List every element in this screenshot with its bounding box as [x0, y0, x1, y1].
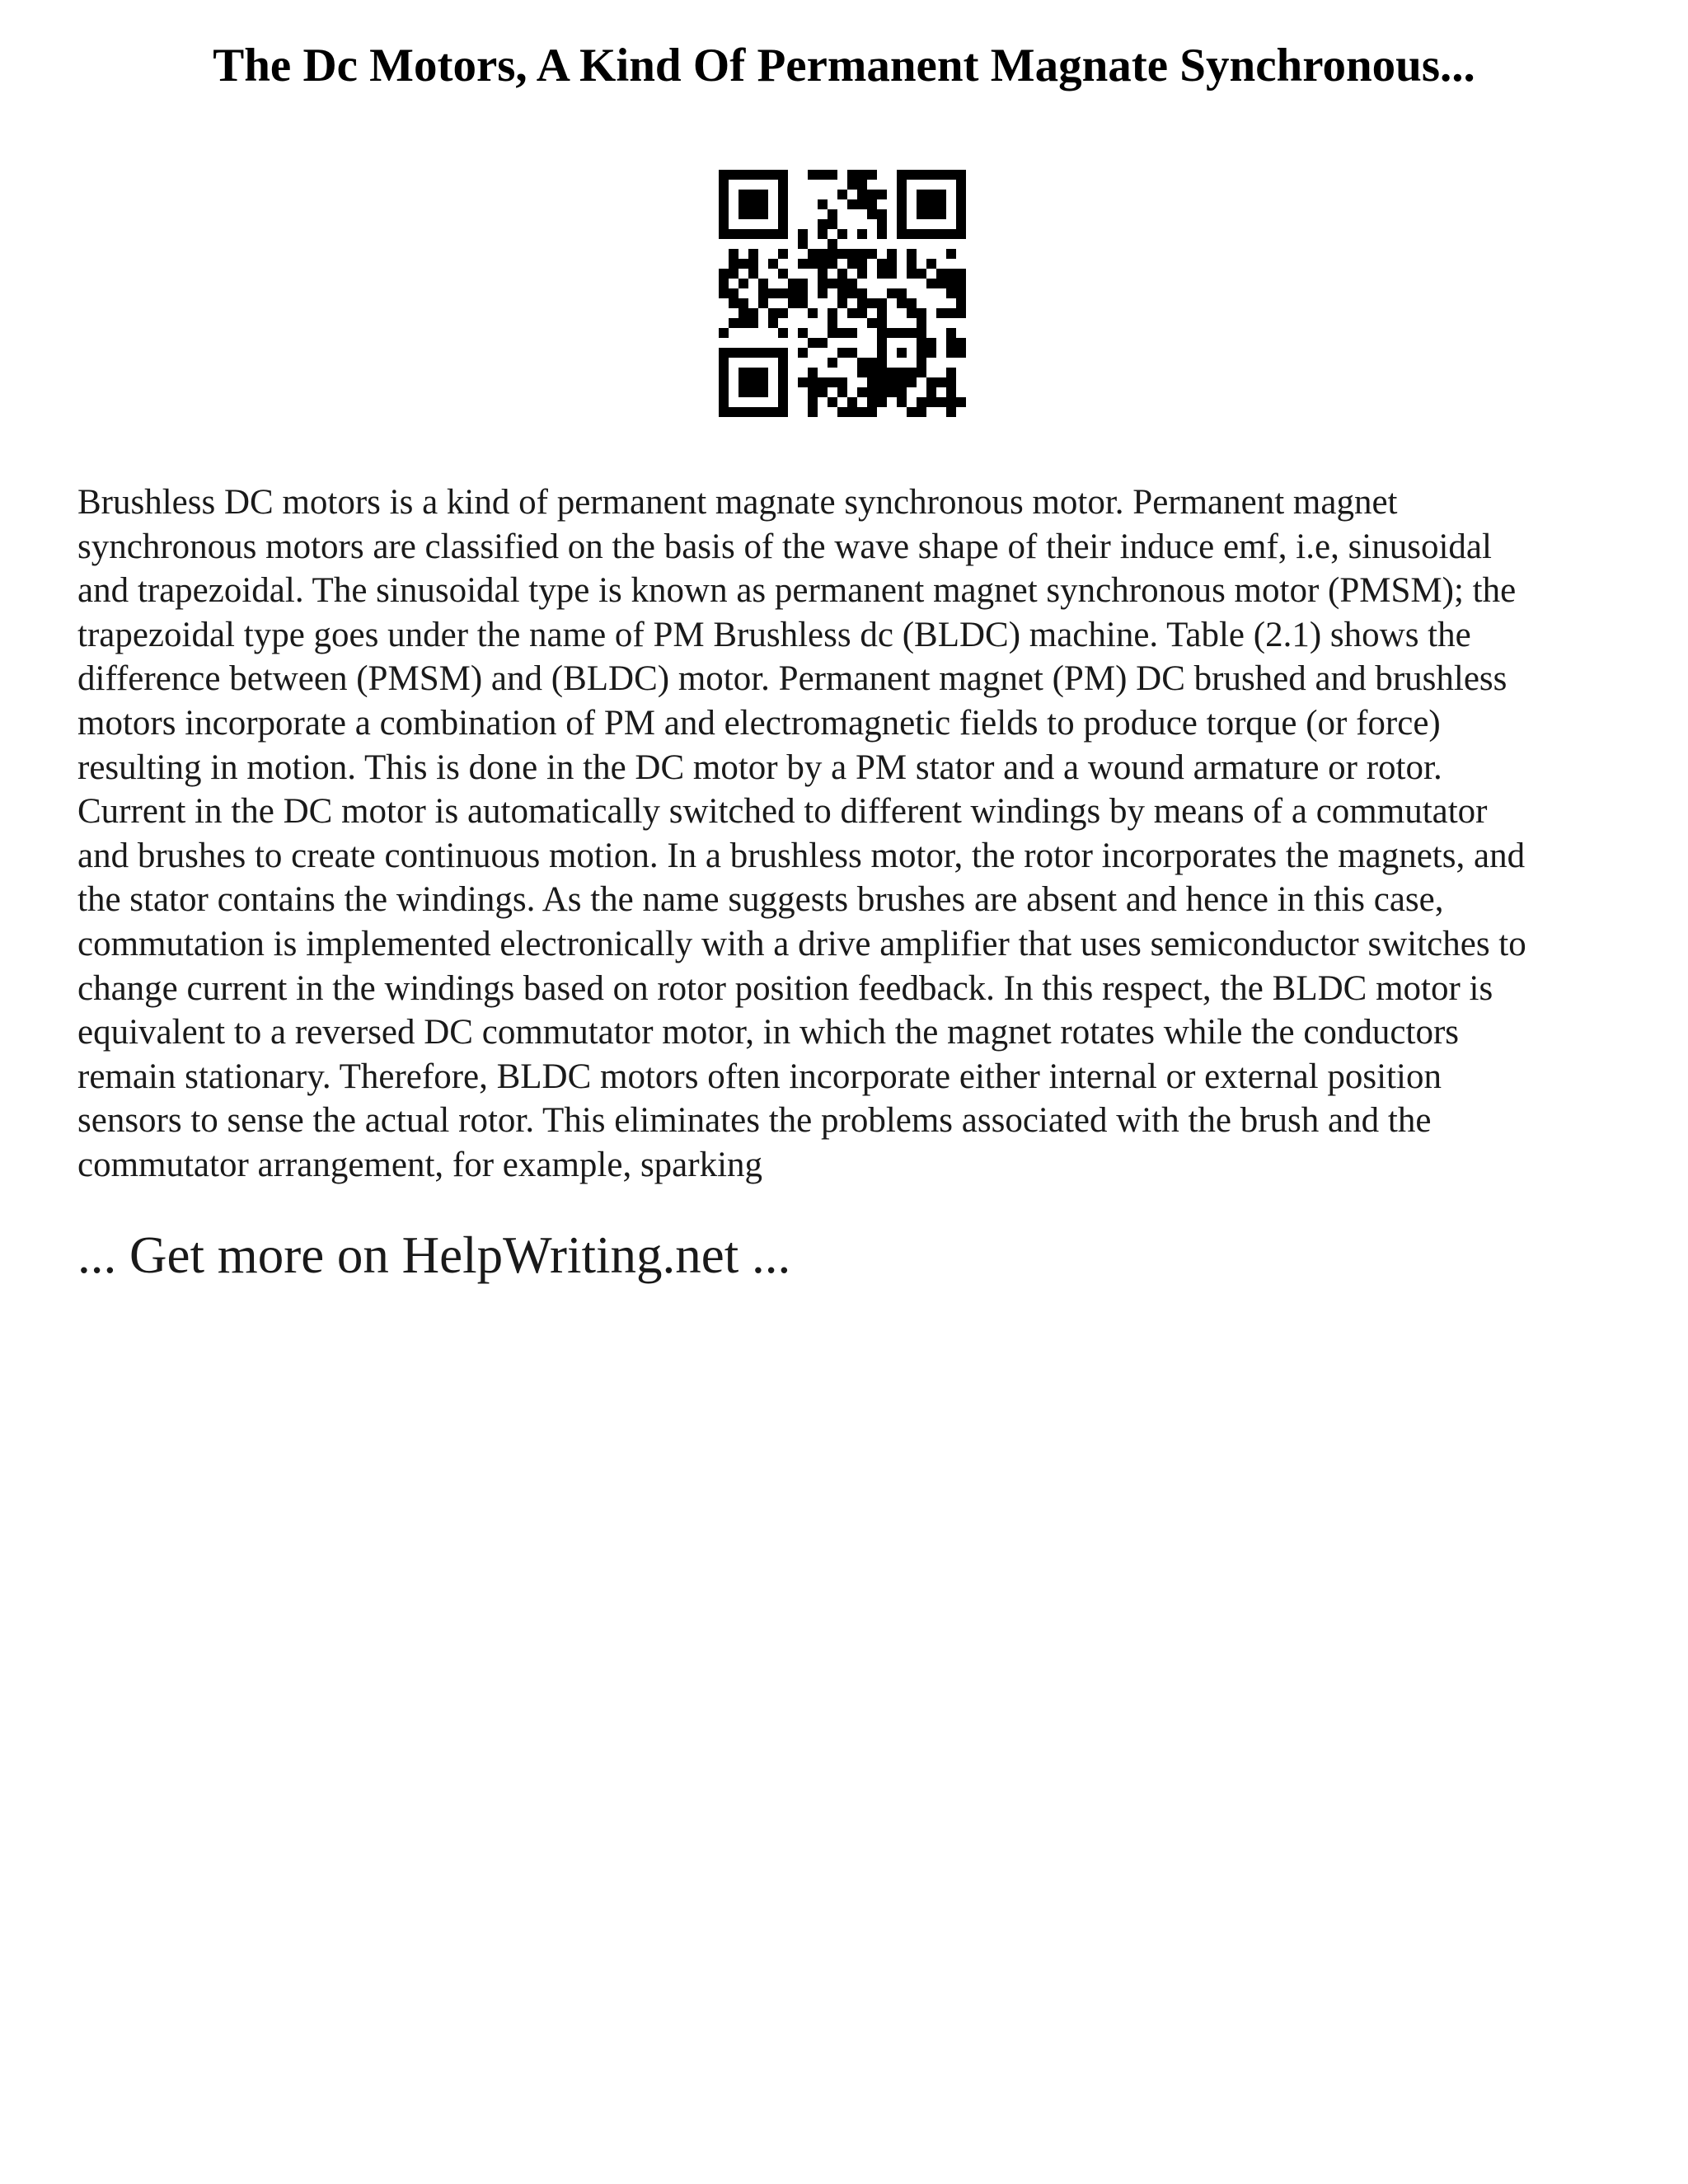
- page-title: The Dc Motors, A Kind Of Permanent Magnate Synchronous...: [213, 40, 1475, 91]
- article-body: Brushless DC motors is a kind of permanent magnate synchronous motor. Permanent magnet synchronous motors are classified on the basis of the wave shape of their induce emf, i.e, sinusoidal and trapezoidal. The sinusoidal type is known as permanent magnet synchronous motor (PMSM); the trapezoidal type goes under the name of PM Brushless dc (BLDC) machine. Table (2.1) shows the difference between (PMSM) and (BLDC) motor. Permanent magnet (PM) DC brushed and brushless motors incorporate a combination of PM and electromagnetic fields to produce torque (or force) resulting in motion. This is done in the DC motor by a PM stator and a wound armature or rotor. Current in the DC motor is automatically switched to different windings by means of a commutator and brushes to create continuous motion. In a brushless motor, the rotor incorporates the magnets, and the stator contains the windings. As the name suggests brushes are absent and hence in this case, commutation is implemented electronically with a drive amplifier that uses semiconductor switches to change current in the windings based on rotor position feedback. In this respect, the BLDC motor is equivalent to a reversed DC commutator motor, in which the magnet rotates while the conductors remain stationary. Therefore, BLDC motors often incorporate either internal or external position sensors to sense the actual rotor. This eliminates the problems associated with the brush and the commutator arrangement, for example, sparking: [77, 483, 1526, 1184]
- qr-code-icon: [719, 170, 966, 417]
- get-more-link[interactable]: ... Get more on HelpWriting.net ...: [77, 1226, 791, 1284]
